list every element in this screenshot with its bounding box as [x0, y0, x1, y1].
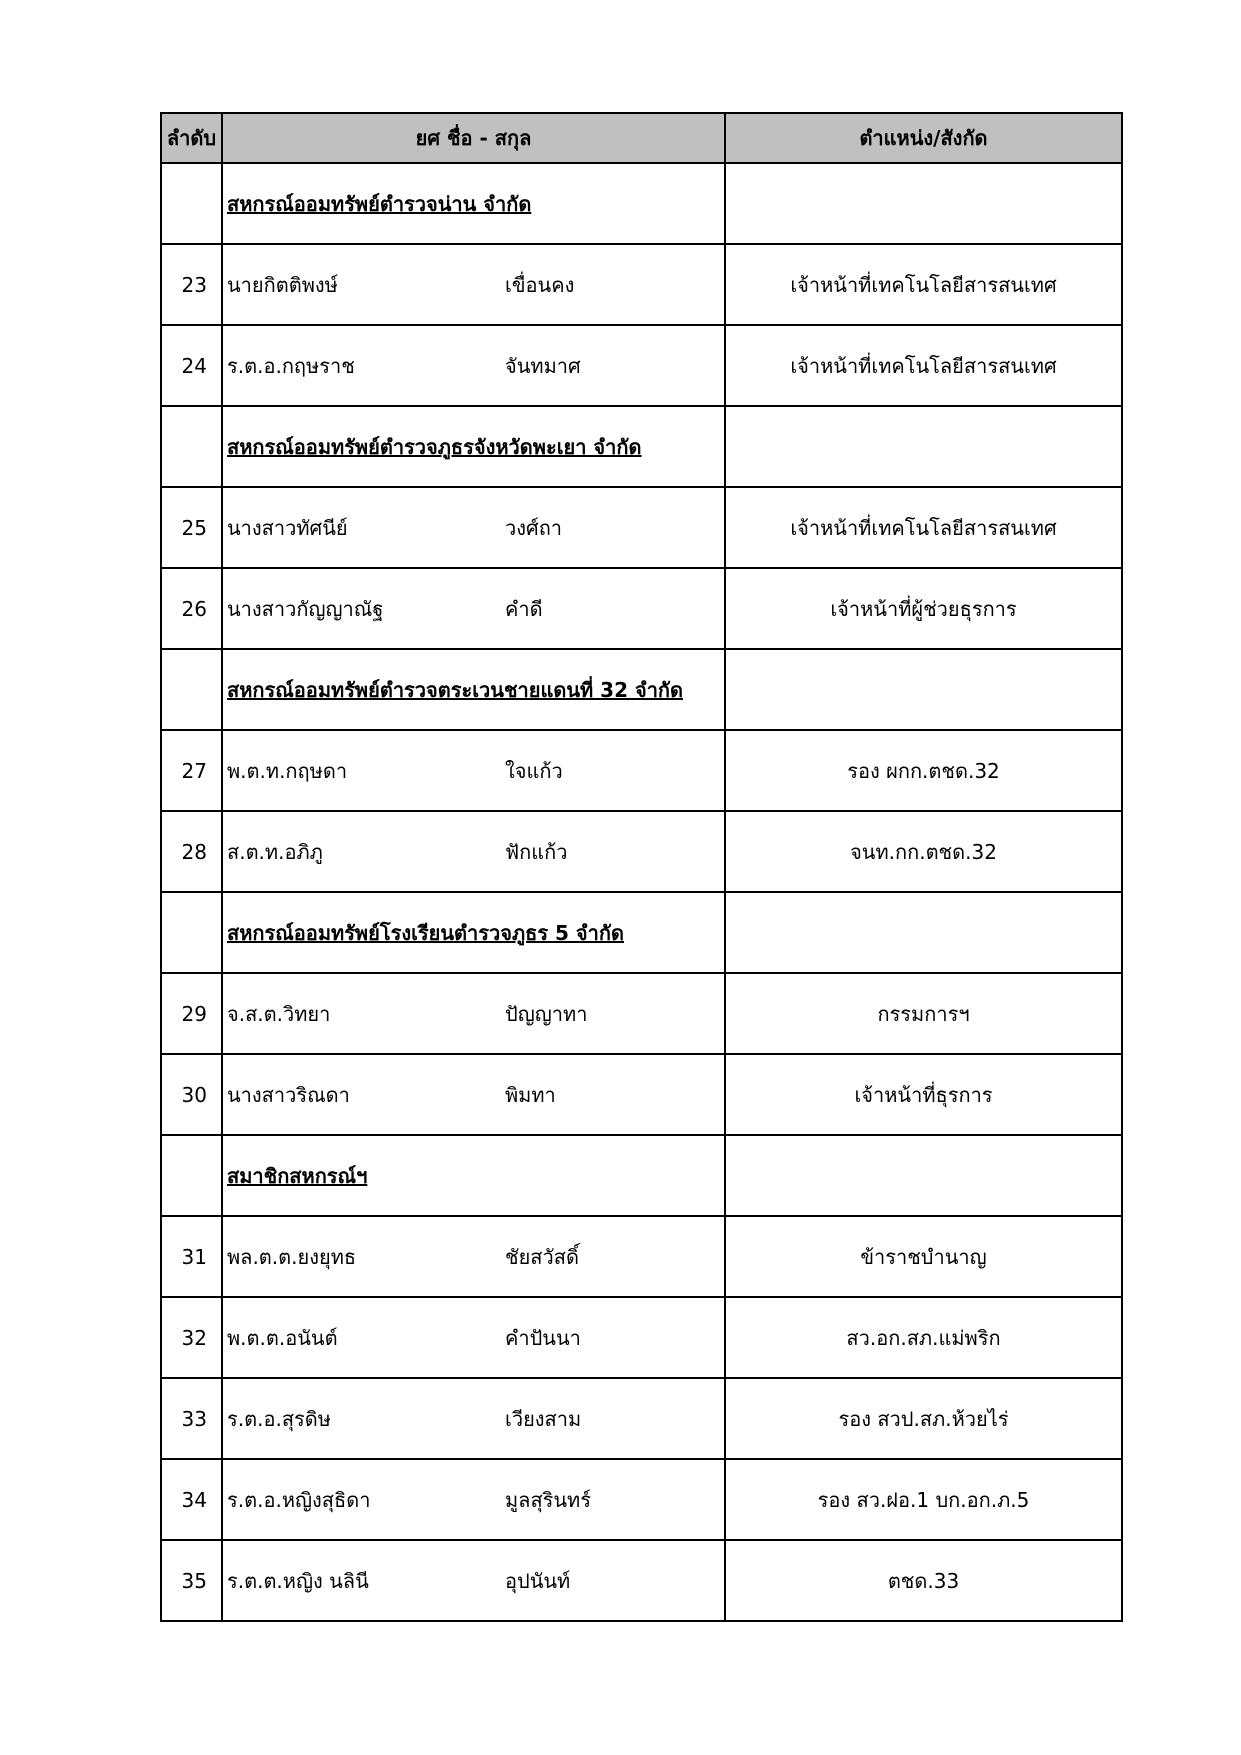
- group-row: [161, 406, 1122, 487]
- group-position-cell: [725, 1135, 1122, 1216]
- group-row: [161, 649, 1122, 730]
- position: รอง สว.ฝอ.1 บก.อก.ภ.5: [725, 1459, 1122, 1540]
- row-name-cell: [222, 973, 725, 1054]
- position: เจ้าหน้าที่ธุรการ: [725, 1054, 1122, 1135]
- position: รอง สวป.สภ.ห้วยไร่: [725, 1378, 1122, 1459]
- first-name: ร.ต.อ.สุรดิษ: [227, 1406, 331, 1431]
- position: สว.อก.สภ.แม่พริก: [725, 1297, 1122, 1378]
- row-number: 26: [161, 568, 222, 649]
- header-name: ยศ ชื่อ - สกุล: [222, 113, 725, 163]
- header-no: ลำดับ: [161, 113, 222, 163]
- last-name: คำปันนา: [505, 1325, 581, 1350]
- last-name: ปัญญาทา: [505, 1001, 588, 1026]
- last-name: ฟักแก้ว: [505, 839, 568, 864]
- row-name-cell: [222, 1540, 725, 1621]
- group-title: สหกรณ์ออมทรัพย์ตำรวจตระเวนชายแดนที่ 32 จำกัด: [222, 649, 725, 730]
- table-row: [161, 1459, 1122, 1540]
- group-no-cell: [161, 892, 222, 973]
- position: เจ้าหน้าที่เทคโนโลยีสารสนเทศ: [725, 487, 1122, 568]
- row-name-cell: [222, 811, 725, 892]
- first-name: นางสาวริณดา: [227, 1082, 350, 1107]
- group-title: สหกรณ์ออมทรัพย์โรงเรียนตำรวจภูธร 5 จำกัด: [222, 892, 725, 973]
- first-name: ร.ต.ต.หญิง นลินี: [227, 1568, 369, 1593]
- row-name-cell: [222, 730, 725, 811]
- group-no-cell: [161, 1135, 222, 1216]
- row-name-cell: [222, 325, 725, 406]
- position: เจ้าหน้าที่เทคโนโลยีสารสนเทศ: [725, 325, 1122, 406]
- group-title: สหกรณ์ออมทรัพย์ตำรวจน่าน จำกัด: [222, 163, 725, 244]
- first-name: จ.ส.ต.วิทยา: [227, 1001, 331, 1026]
- row-number: 25: [161, 487, 222, 568]
- group-no-cell: [161, 406, 222, 487]
- last-name: คำดี: [505, 596, 543, 621]
- first-name: นางสาวกัญญาณัฐ: [227, 596, 384, 621]
- first-name: นายกิตติพงษ์: [227, 272, 338, 297]
- first-name: พล.ต.ต.ยงยุทธ: [227, 1244, 357, 1269]
- row-name-cell: [222, 1378, 725, 1459]
- table-row: [161, 811, 1122, 892]
- last-name: จันทมาศ: [505, 353, 581, 378]
- first-name: พ.ต.ต.อนันต์: [227, 1325, 338, 1350]
- table-row: [161, 730, 1122, 811]
- row-number: 32: [161, 1297, 222, 1378]
- last-name: เวียงสาม: [505, 1406, 582, 1431]
- group-no-cell: [161, 649, 222, 730]
- row-name-cell: [222, 487, 725, 568]
- table-row: [161, 325, 1122, 406]
- row-number: 27: [161, 730, 222, 811]
- row-name-cell: [222, 1216, 725, 1297]
- row-name-cell: [222, 1297, 725, 1378]
- group-row: [161, 163, 1122, 244]
- row-name-cell: [222, 1459, 725, 1540]
- group-title: สมาชิกสหกรณ์ฯ: [222, 1135, 725, 1216]
- row-name-cell: [222, 568, 725, 649]
- group-row: [161, 1135, 1122, 1216]
- position: ข้าราชบำนาญ: [725, 1216, 1122, 1297]
- position: ตชด.33: [725, 1540, 1122, 1621]
- position: รอง ผกก.ตชด.32: [725, 730, 1122, 811]
- table-row: [161, 1297, 1122, 1378]
- first-name: ร.ต.อ.กฤษราช: [227, 353, 355, 378]
- table-row: [161, 568, 1122, 649]
- position: เจ้าหน้าที่ผู้ช่วยธุรการ: [725, 568, 1122, 649]
- table-row: [161, 973, 1122, 1054]
- row-number: 31: [161, 1216, 222, 1297]
- group-position-cell: [725, 892, 1122, 973]
- row-number: 23: [161, 244, 222, 325]
- group-position-cell: [725, 163, 1122, 244]
- row-number: 33: [161, 1378, 222, 1459]
- group-title: สหกรณ์ออมทรัพย์ตำรวจภูธรจังหวัดพะเยา จำกัด: [222, 406, 725, 487]
- last-name: พิมทา: [505, 1082, 556, 1107]
- group-position-cell: [725, 406, 1122, 487]
- table-row: [161, 1216, 1122, 1297]
- table-row: [161, 1378, 1122, 1459]
- first-name: พ.ต.ท.กฤษดา: [227, 758, 348, 783]
- last-name: ใจแก้ว: [505, 758, 563, 783]
- row-number: 24: [161, 325, 222, 406]
- first-name: ส.ต.ท.อภิภู: [227, 839, 323, 864]
- group-row: [161, 892, 1122, 973]
- position: กรรมการฯ: [725, 973, 1122, 1054]
- row-name-cell: [222, 1054, 725, 1135]
- last-name: อุปนันท์: [505, 1568, 571, 1593]
- last-name: มูลสุรินทร์: [505, 1487, 591, 1512]
- last-name: วงศ์ถา: [505, 515, 563, 540]
- first-name: ร.ต.อ.หญิงสุธิดา: [227, 1487, 371, 1512]
- row-number: 30: [161, 1054, 222, 1135]
- header-position: ตำแหน่ง/สังกัด: [725, 113, 1122, 163]
- row-number: 34: [161, 1459, 222, 1540]
- position: เจ้าหน้าที่เทคโนโลยีสารสนเทศ: [725, 244, 1122, 325]
- table-row: [161, 244, 1122, 325]
- header-row: [161, 113, 1122, 163]
- table-row: [161, 1540, 1122, 1621]
- roster-table: [160, 112, 1123, 1622]
- position: จนท.กก.ตชด.32: [725, 811, 1122, 892]
- group-no-cell: [161, 163, 222, 244]
- table-row: [161, 487, 1122, 568]
- table-row: [161, 1054, 1122, 1135]
- row-number: 35: [161, 1540, 222, 1621]
- row-number: 28: [161, 811, 222, 892]
- last-name: เขื่อนคง: [505, 272, 575, 297]
- row-number: 29: [161, 973, 222, 1054]
- last-name: ชัยสวัสดิ์: [505, 1244, 579, 1269]
- row-name-cell: [222, 244, 725, 325]
- table-body: [161, 163, 1122, 1621]
- group-position-cell: [725, 649, 1122, 730]
- first-name: นางสาวทัศนีย์: [227, 515, 348, 540]
